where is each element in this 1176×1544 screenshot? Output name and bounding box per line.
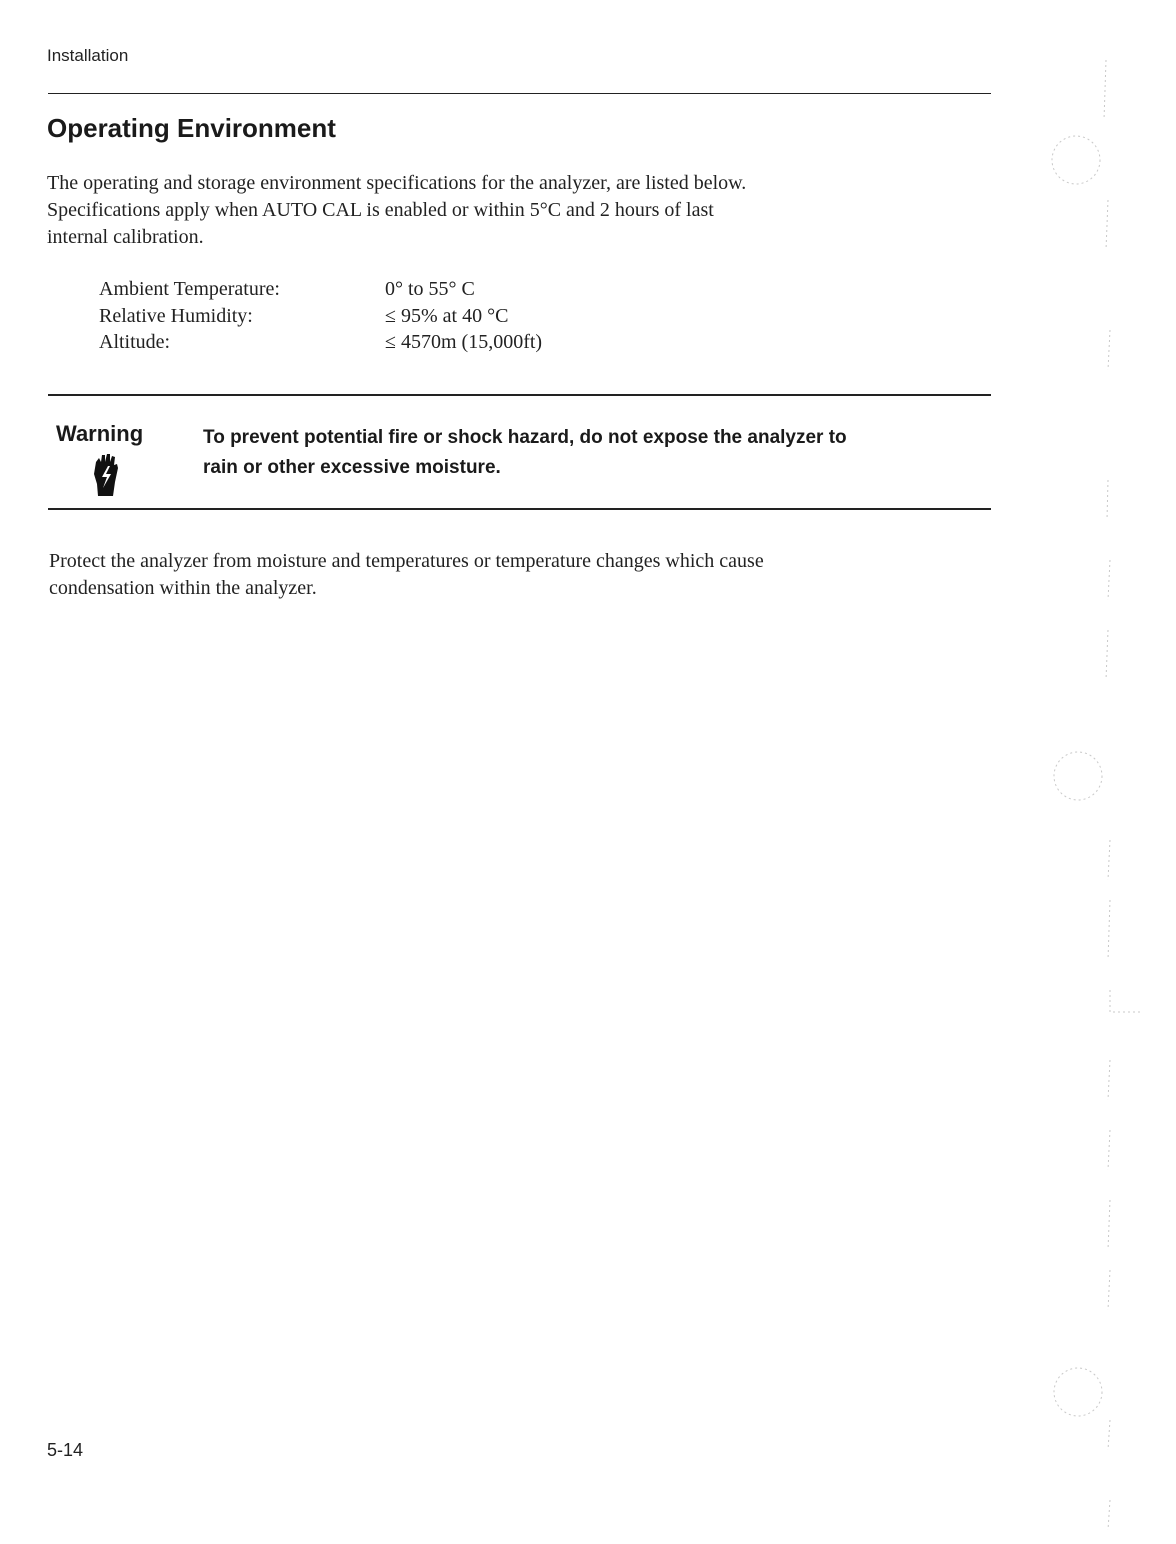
binder-hole-icon bbox=[1052, 136, 1100, 184]
spec-row bbox=[99, 303, 542, 330]
warning-text bbox=[203, 423, 983, 483]
closing-line: Protect the analyzer from moisture and temperatures or temperature changes which cause bbox=[49, 550, 764, 572]
binder-hole-icon bbox=[1054, 752, 1102, 800]
closing-paragraph bbox=[49, 548, 949, 602]
warning-top-rule bbox=[48, 394, 991, 396]
spec-value: 0° to 55° C bbox=[385, 278, 475, 300]
warning-bottom-rule bbox=[48, 508, 991, 510]
page-title: Operating Environment bbox=[47, 113, 336, 143]
spec-value: ≤ 4570m (15,000ft) bbox=[385, 331, 543, 353]
hand-shock-warning-icon bbox=[92, 452, 120, 498]
header-rule bbox=[48, 93, 991, 94]
binder-hole-icon bbox=[1054, 1368, 1102, 1416]
warning-line: rain or other excessive moisture. bbox=[203, 457, 501, 478]
closing-line: condensation within the analyzer. bbox=[49, 577, 317, 599]
intro-line: Specifications apply when AUTO CAL is enabled or within 5°C and 2 hours of last bbox=[47, 199, 714, 221]
spec-label: Ambient Temperature: bbox=[99, 278, 280, 300]
intro-paragraph bbox=[47, 170, 907, 251]
spec-table bbox=[99, 276, 542, 356]
warning-label: Warning bbox=[56, 421, 144, 446]
spec-label: Relative Humidity: bbox=[99, 304, 253, 327]
spec-value: ≤ 95% at 40 °C bbox=[385, 304, 509, 327]
page-number: 5-14 bbox=[47, 1440, 84, 1460]
running-header: Installation bbox=[47, 46, 129, 65]
binder-holes-decoration bbox=[1040, 0, 1176, 1544]
intro-line: The operating and storage environment specifications for the analyzer, are listed below. bbox=[47, 172, 747, 194]
spec-label: Altitude: bbox=[99, 331, 171, 353]
spec-row bbox=[99, 329, 542, 356]
intro-line: internal calibration. bbox=[47, 226, 204, 248]
spec-row bbox=[99, 276, 542, 303]
warning-line: To prevent potential fire or shock hazard, do not expose the analyzer to bbox=[203, 427, 847, 448]
